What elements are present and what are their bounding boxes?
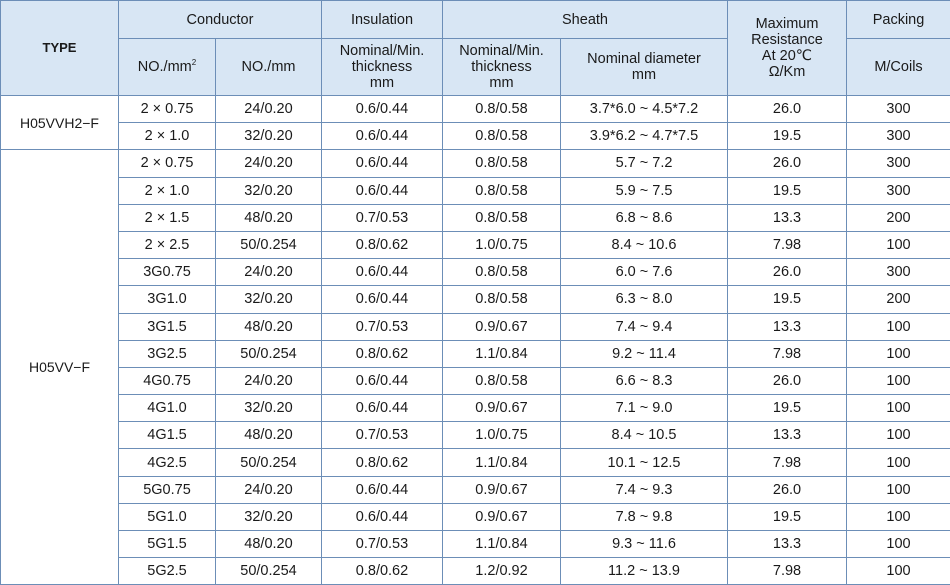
cell-strands: 24/0.20 (216, 259, 322, 286)
cell-sheath-thickness: 0.8/0.58 (443, 204, 561, 231)
cell-insulation-thickness: 0.6/0.44 (322, 395, 443, 422)
table-body (1, 96, 950, 585)
cell-packing: 300 (847, 177, 950, 204)
cell-packing: 300 (847, 123, 950, 150)
cell-insulation-thickness: 0.6/0.44 (322, 177, 443, 204)
cell-strands: 50/0.254 (216, 449, 322, 476)
cell-packing: 300 (847, 150, 950, 177)
table-row (1, 367, 950, 394)
sheath-thickness-line3: mm (489, 75, 513, 91)
cell-packing: 100 (847, 422, 950, 449)
cell-sheath-diameter: 9.2 ~ 11.4 (561, 340, 728, 367)
table-row (1, 313, 950, 340)
cell-packing: 300 (847, 96, 950, 123)
cell-insulation-thickness: 0.6/0.44 (322, 476, 443, 503)
header-max-resistance-line1: Maximum (756, 16, 819, 32)
table-row (1, 123, 950, 150)
cell-cores-area: 5G0.75 (119, 476, 216, 503)
cell-max-resistance: 19.5 (728, 395, 847, 422)
cell-cores-area: 3G1.5 (119, 313, 216, 340)
table-row (1, 177, 950, 204)
cell-strands: 50/0.254 (216, 340, 322, 367)
type-cell: H05VVH2−F (1, 96, 119, 150)
cell-max-resistance: 7.98 (728, 558, 847, 585)
cell-packing: 100 (847, 503, 950, 530)
cell-sheath-thickness: 0.9/0.67 (443, 395, 561, 422)
cell-packing: 100 (847, 340, 950, 367)
cell-sheath-thickness: 0.8/0.58 (443, 259, 561, 286)
cell-sheath-diameter: 6.6 ~ 8.3 (561, 367, 728, 394)
cell-sheath-diameter: 3.7*6.0 ~ 4.5*7.2 (561, 96, 728, 123)
table-row (1, 96, 950, 123)
table-row (1, 231, 950, 258)
cell-packing: 100 (847, 531, 950, 558)
header-max-resistance (728, 1, 847, 96)
cell-max-resistance: 26.0 (728, 476, 847, 503)
cell-max-resistance: 19.5 (728, 177, 847, 204)
sheath-diameter-line2: mm (632, 67, 656, 83)
cell-cores-area: 4G1.0 (119, 395, 216, 422)
cell-strands: 48/0.20 (216, 313, 322, 340)
sheath-thickness-line2: thickness (471, 59, 531, 75)
header-sheath-diameter (561, 39, 728, 96)
cell-max-resistance: 13.3 (728, 313, 847, 340)
cell-strands: 32/0.20 (216, 123, 322, 150)
cell-sheath-thickness: 1.0/0.75 (443, 422, 561, 449)
table-row (1, 449, 950, 476)
cell-sheath-diameter: 7.4 ~ 9.4 (561, 313, 728, 340)
cell-packing: 100 (847, 313, 950, 340)
cell-cores-area: 3G0.75 (119, 259, 216, 286)
table-row (1, 531, 950, 558)
cell-strands: 24/0.20 (216, 96, 322, 123)
cell-max-resistance: 26.0 (728, 367, 847, 394)
table-header (1, 1, 950, 96)
table-row (1, 340, 950, 367)
cell-packing: 200 (847, 204, 950, 231)
sheath-diameter-line1: Nominal diameter (587, 51, 701, 67)
cell-sheath-diameter: 8.4 ~ 10.5 (561, 422, 728, 449)
cell-cores-area: 2 × 1.0 (119, 177, 216, 204)
cell-sheath-diameter: 10.1 ~ 12.5 (561, 449, 728, 476)
cell-sheath-diameter: 6.0 ~ 7.6 (561, 259, 728, 286)
cell-sheath-thickness: 0.8/0.58 (443, 286, 561, 313)
cell-sheath-thickness: 1.1/0.84 (443, 531, 561, 558)
cell-sheath-thickness: 0.9/0.67 (443, 313, 561, 340)
cell-sheath-thickness: 0.9/0.67 (443, 503, 561, 530)
ins-thickness-line2: thickness (352, 59, 412, 75)
cell-sheath-diameter: 8.4 ~ 10.6 (561, 231, 728, 258)
cell-strands: 50/0.254 (216, 231, 322, 258)
cell-insulation-thickness: 0.6/0.44 (322, 259, 443, 286)
cell-insulation-thickness: 0.6/0.44 (322, 96, 443, 123)
table-row (1, 558, 950, 585)
header-max-resistance-line4: Ω/Km (769, 64, 806, 80)
table-row (1, 395, 950, 422)
cell-sheath-diameter: 7.8 ~ 9.8 (561, 503, 728, 530)
table-row (1, 259, 950, 286)
cell-max-resistance: 19.5 (728, 503, 847, 530)
cell-max-resistance: 7.98 (728, 340, 847, 367)
cell-sheath-diameter: 7.4 ~ 9.3 (561, 476, 728, 503)
sheath-thickness-line1: Nominal/Min. (459, 43, 544, 59)
cell-insulation-thickness: 0.6/0.44 (322, 123, 443, 150)
cell-insulation-thickness: 0.6/0.44 (322, 150, 443, 177)
type-cell: H05VV−F (1, 150, 119, 585)
table-row (1, 286, 950, 313)
cell-insulation-thickness: 0.7/0.53 (322, 313, 443, 340)
header-max-resistance-line3: At 20℃ (762, 48, 812, 64)
cell-strands: 32/0.20 (216, 177, 322, 204)
cell-sheath-diameter: 5.7 ~ 7.2 (561, 150, 728, 177)
cell-cores-area: 4G2.5 (119, 449, 216, 476)
cell-packing: 100 (847, 367, 950, 394)
cell-packing: 100 (847, 476, 950, 503)
cell-max-resistance: 13.3 (728, 422, 847, 449)
cell-max-resistance: 7.98 (728, 449, 847, 476)
cell-insulation-thickness: 0.7/0.53 (322, 204, 443, 231)
cell-sheath-diameter: 3.9*6.2 ~ 4.7*7.5 (561, 123, 728, 150)
cell-sheath-diameter: 5.9 ~ 7.5 (561, 177, 728, 204)
cell-cores-area: 3G1.0 (119, 286, 216, 313)
cell-sheath-diameter: 9.3 ~ 11.6 (561, 531, 728, 558)
cell-packing: 100 (847, 558, 950, 585)
cell-insulation-thickness: 0.8/0.62 (322, 231, 443, 258)
cell-cores-area: 4G0.75 (119, 367, 216, 394)
cell-strands: 32/0.20 (216, 286, 322, 313)
cell-sheath-thickness: 0.8/0.58 (443, 123, 561, 150)
cell-sheath-thickness: 0.8/0.58 (443, 150, 561, 177)
header-insulation-thickness (322, 39, 443, 96)
header-cores-area-sup: 2 (192, 58, 196, 67)
table-row (1, 422, 950, 449)
cell-max-resistance: 13.3 (728, 204, 847, 231)
cell-cores-area: 2 × 1.5 (119, 204, 216, 231)
header-cores-area-text: NO./mm (138, 59, 192, 75)
table-row (1, 476, 950, 503)
cell-insulation-thickness: 0.6/0.44 (322, 503, 443, 530)
cell-sheath-thickness: 1.2/0.92 (443, 558, 561, 585)
cell-insulation-thickness: 0.6/0.44 (322, 367, 443, 394)
cell-strands: 50/0.254 (216, 558, 322, 585)
cell-cores-area: 5G2.5 (119, 558, 216, 585)
cell-max-resistance: 13.3 (728, 531, 847, 558)
cell-insulation-thickness: 0.8/0.62 (322, 449, 443, 476)
cell-cores-area: 2 × 2.5 (119, 231, 216, 258)
cell-strands: 32/0.20 (216, 503, 322, 530)
cell-sheath-thickness: 0.8/0.58 (443, 367, 561, 394)
cell-sheath-thickness: 1.1/0.84 (443, 449, 561, 476)
cell-sheath-diameter: 6.8 ~ 8.6 (561, 204, 728, 231)
ins-thickness-line1: Nominal/Min. (340, 43, 425, 59)
cell-strands: 48/0.20 (216, 531, 322, 558)
cell-strands: 48/0.20 (216, 422, 322, 449)
cell-insulation-thickness: 0.8/0.62 (322, 340, 443, 367)
header-sheath: Sheath (443, 1, 728, 39)
header-strands: NO./mm (216, 39, 322, 96)
cell-max-resistance: 19.5 (728, 123, 847, 150)
table-row (1, 503, 950, 530)
cell-strands: 24/0.20 (216, 150, 322, 177)
cell-packing: 200 (847, 286, 950, 313)
cell-packing: 100 (847, 449, 950, 476)
cell-cores-area: 5G1.5 (119, 531, 216, 558)
cell-strands: 48/0.20 (216, 204, 322, 231)
cell-max-resistance: 7.98 (728, 231, 847, 258)
cell-cores-area: 4G1.5 (119, 422, 216, 449)
cell-insulation-thickness: 0.6/0.44 (322, 286, 443, 313)
cell-sheath-thickness: 1.1/0.84 (443, 340, 561, 367)
header-packing-unit: M/Coils (847, 39, 950, 96)
header-cores-area (119, 39, 216, 96)
cell-sheath-thickness: 0.8/0.58 (443, 177, 561, 204)
cell-cores-area: 5G1.0 (119, 503, 216, 530)
cell-max-resistance: 26.0 (728, 150, 847, 177)
cell-packing: 100 (847, 231, 950, 258)
cell-max-resistance: 26.0 (728, 96, 847, 123)
cell-packing: 100 (847, 395, 950, 422)
header-type: TYPE (1, 1, 119, 96)
cell-insulation-thickness: 0.8/0.62 (322, 558, 443, 585)
table-row (1, 150, 950, 177)
header-conductor: Conductor (119, 1, 322, 39)
cell-sheath-diameter: 6.3 ~ 8.0 (561, 286, 728, 313)
cell-sheath-thickness: 1.0/0.75 (443, 231, 561, 258)
cell-sheath-diameter: 11.2 ~ 13.9 (561, 558, 728, 585)
header-packing: Packing (847, 1, 950, 39)
header-sheath-thickness (443, 39, 561, 96)
cell-sheath-thickness: 0.9/0.67 (443, 476, 561, 503)
cell-insulation-thickness: 0.7/0.53 (322, 531, 443, 558)
cell-sheath-diameter: 7.1 ~ 9.0 (561, 395, 728, 422)
cell-strands: 32/0.20 (216, 395, 322, 422)
cell-max-resistance: 26.0 (728, 259, 847, 286)
cell-cores-area: 2 × 0.75 (119, 150, 216, 177)
table-row (1, 204, 950, 231)
header-insulation: Insulation (322, 1, 443, 39)
cell-cores-area: 2 × 1.0 (119, 123, 216, 150)
cell-strands: 24/0.20 (216, 476, 322, 503)
cell-sheath-thickness: 0.8/0.58 (443, 96, 561, 123)
cell-cores-area: 2 × 0.75 (119, 96, 216, 123)
ins-thickness-line3: mm (370, 75, 394, 91)
cell-max-resistance: 19.5 (728, 286, 847, 313)
header-max-resistance-line2: Resistance (751, 32, 823, 48)
cell-strands: 24/0.20 (216, 367, 322, 394)
cell-packing: 300 (847, 259, 950, 286)
cell-cores-area: 3G2.5 (119, 340, 216, 367)
cell-insulation-thickness: 0.7/0.53 (322, 422, 443, 449)
